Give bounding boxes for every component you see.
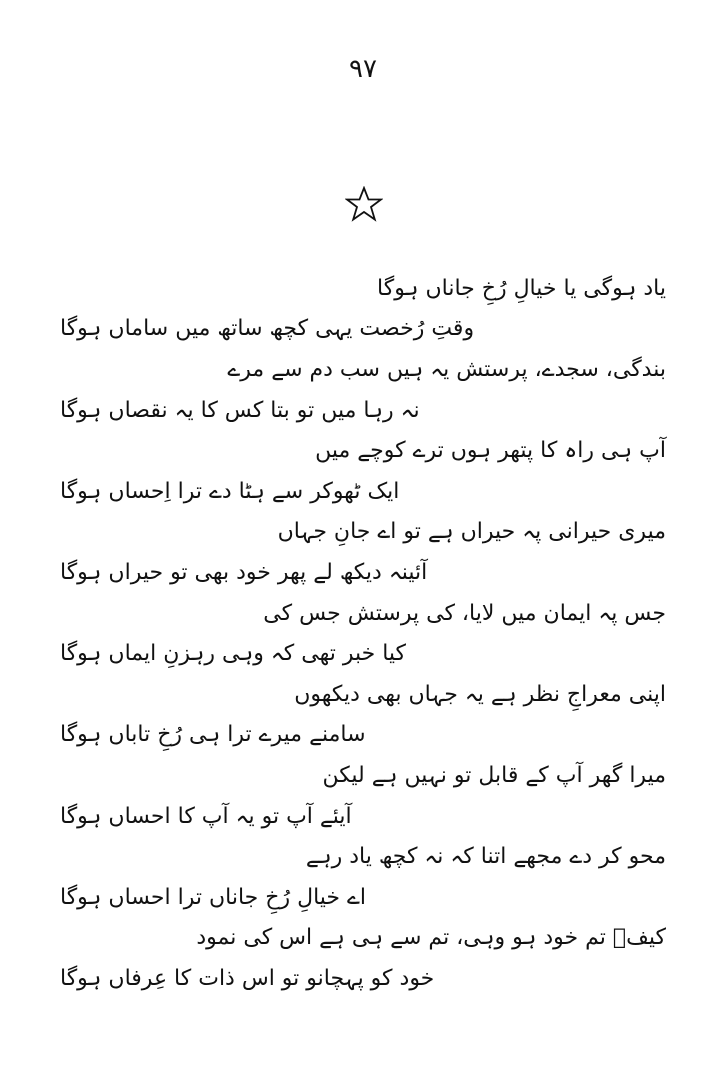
verse-line: ایک ٹھوکر سے ہٹا دے ترا اِحساں ہوگا — [60, 478, 400, 504]
verse-line: وقتِ رُخصت یہی کچھ ساتھ میں ساماں ہوگا — [60, 316, 475, 342]
verse-line: محو کر دے مجھے اتنا کہ نہ کچھ یاد رہے — [305, 844, 666, 870]
verse-line: جس پہ ایمان میں لایا، کی پرستش جس کی — [263, 600, 666, 626]
verse-line: آپ ہی راہ کا پتھر ہوں ترے کوچے میں — [315, 438, 666, 464]
verse-line: یاد ہوگی یا خیالِ رُخِ جاناں ہوگا — [377, 275, 666, 301]
page-number: ۹۷ — [349, 54, 377, 84]
ghazal — [60, 268, 666, 999]
verse-line: سامنے میرے ترا ہی رُخِ تاباں ہوگا — [60, 722, 366, 748]
star-icon — [345, 186, 383, 222]
verse-line: خود کو پہچانو تو اس ذات کا عِرفاں ہوگا — [60, 965, 435, 991]
verse-line: میرا گھر آپ کے قابل تو نہیں ہے لیکن — [322, 762, 666, 788]
verse-line: اپنی معراجِ نظر ہے یہ جہاں بھی دیکھوں — [294, 681, 666, 707]
verse-line: بندگی، سجدے، پرستش یہ ہیں سب دم سے مرے — [227, 356, 666, 382]
verse-line: آیئے آپ تو یہ آپ کا احساں ہوگا — [60, 803, 352, 829]
verse-line: آئینہ دیکھ لے پھر خود بھی تو حیراں ہوگا — [60, 559, 428, 585]
verse-line: کیا خبر تھی کہ وہی رہزنِ ایماں ہوگا — [60, 641, 407, 667]
verse-line: میری حیرانی پہ حیراں ہے تو اے جانِ جہاں — [277, 519, 666, 545]
verse-line: اے خیالِ رُخِ جاناں ترا احساں ہوگا — [60, 884, 367, 910]
verse-line: کیفؔ تم خود ہو وہی، تم سے ہی ہے اس کی نمود — [196, 925, 666, 951]
verse-line: نہ رہا میں تو بتا کس کا یہ نقصاں ہوگا — [60, 397, 420, 423]
